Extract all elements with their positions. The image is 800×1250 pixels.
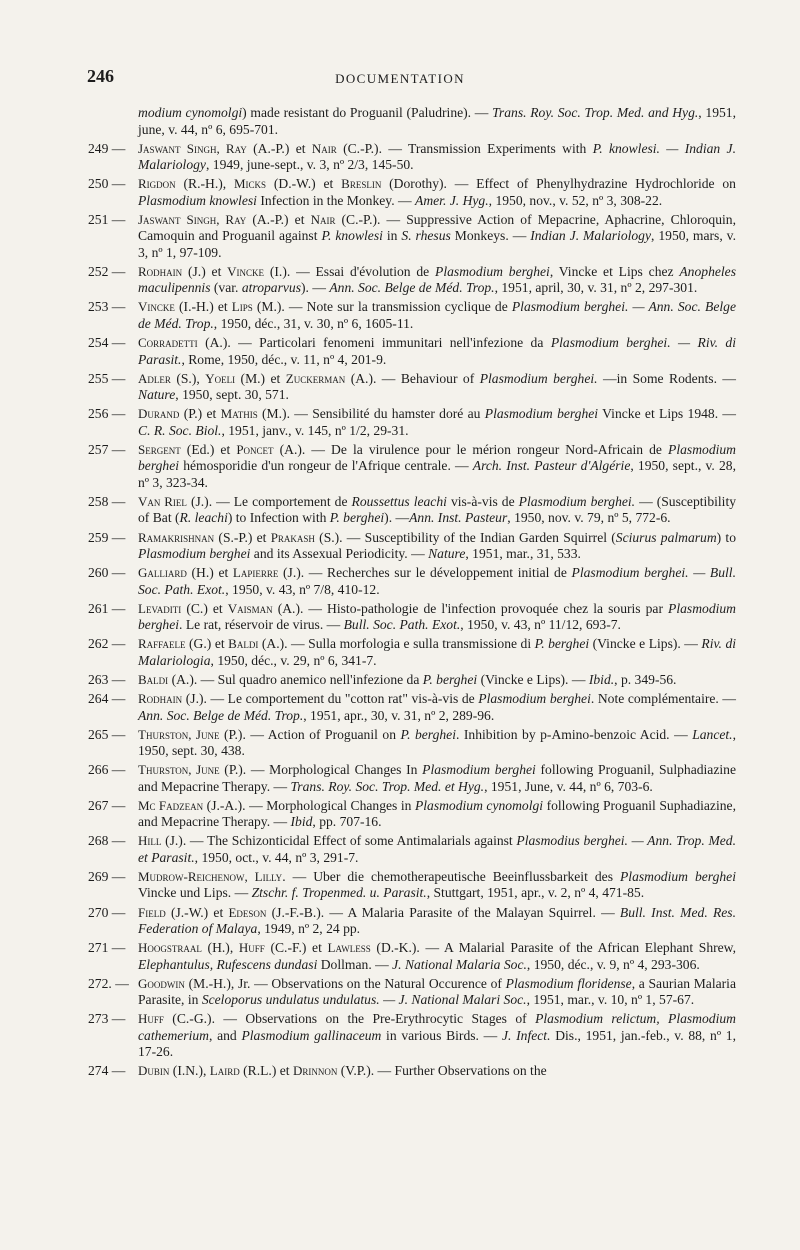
italic-text: P. knowlesi. — Indian J. Malariology [138, 140, 736, 173]
entry-text: (J.). — Le comportement du "cotton rat" vis-à-vis de [182, 691, 479, 706]
author-name: Jaswant Singh, Ray [138, 140, 247, 156]
italic-text: Ztschr. f. Tropenmed. u. Parasit. [251, 885, 427, 901]
entry-text: Infection in the Monkey. — [256, 192, 416, 208]
author-name: Nair [311, 140, 337, 156]
author-name: Poncet [236, 441, 274, 457]
italic-text: Plasmodium berghei [138, 441, 736, 474]
italic-text: Plasmodium berghei [138, 546, 251, 562]
entry-text: , 1951, June, v. 44, nº 6, 703-6. [484, 778, 653, 794]
italic-text: Nature [138, 387, 176, 403]
entry-number: 250 — [88, 176, 126, 192]
bibliography-entry [88, 940, 736, 973]
bibliography-entry [88, 976, 736, 1009]
italic-text: J. National Malaria Soc. [392, 956, 527, 972]
entry-text: (C.) et [181, 600, 228, 616]
entry-number: 269 — [88, 868, 126, 884]
italic-text: Ann. Soc. Belge de Méd. Trop. [329, 280, 495, 296]
italic-text: Anopheles maculipennis [138, 263, 737, 296]
author-name: Breslin [341, 176, 382, 192]
italic-text: Plasmodium knowlesi [138, 192, 257, 208]
italic-text: Plasmodium cynomolgi [414, 797, 544, 813]
entry-text: ) to Infection with [227, 510, 330, 526]
entry-number: 254 — [88, 335, 126, 351]
entry-text: (I.-H.) et [174, 299, 232, 315]
entry-text: , 1951, mar., 31, 533. [465, 546, 581, 562]
italic-text: P. berghei [534, 636, 590, 652]
entry-text: (V.P.). — Further Observations on the [337, 1063, 547, 1079]
author-name: Drinnon [292, 1063, 338, 1079]
entry-text: , pp. 707-16. [312, 814, 382, 830]
page-header [0, 66, 800, 90]
entry-text: (J.-F.-B.). — A Malaria Parasite of the Malayan Squirrel. — [266, 904, 620, 920]
author-name: Zuckerman [285, 370, 346, 386]
italic-text: J. Infect. [501, 1027, 551, 1043]
entry-number: 252 — [88, 263, 126, 279]
entry-text: , 1950, nov. v. 79, nº 5, 772-6. [507, 510, 671, 526]
italic-text: Plasmodium berghei [620, 868, 736, 884]
italic-text: Indian J. Malariology [530, 228, 652, 244]
italic-text: Plasmodium berghei. — Bull. Soc. Path. Exot. [138, 565, 736, 597]
author-name: Prakash [270, 529, 315, 545]
bibliography-entry [88, 905, 736, 938]
bibliography-entry [88, 530, 736, 563]
italic-text: Plasmodium berghei. — Riv. di Parasit. [138, 335, 736, 367]
author-name: Nair [310, 211, 336, 227]
entry-text: ). — [384, 510, 410, 526]
entry-text: (A.). — Particolari fenomeni immunitari nell'infezione da [197, 335, 551, 351]
entry-text: (J.). — Recherches sur le développement initial de [278, 565, 572, 581]
entry-number: 261 — [88, 600, 126, 616]
page-number: 246 [87, 66, 114, 86]
entry-text: , Rome, 1950, déc., v. 11, nº 4, 201-9. [181, 351, 387, 367]
italic-text: Sciurus palmarum [615, 529, 717, 545]
author-name: Thurston, June [138, 726, 220, 742]
italic-text: Arch. Inst. Pasteur d'Algérie [472, 458, 631, 474]
author-name: Edeson [228, 904, 267, 920]
entry-text: , 1951, april, 30, v. 31, nº 2, 297-301. [494, 280, 698, 296]
bibliography-entry [88, 212, 736, 262]
author-name: Van Riel [138, 493, 187, 509]
entry-text: (M.). — Sensibilité du hamster doré au [257, 406, 485, 422]
entry-text: , 1950, v. 43, nº 11/12, 693-7. [460, 617, 621, 633]
entry-text: (P.) et [179, 406, 221, 422]
italic-text: Nature [428, 546, 466, 562]
italic-text: Plasmodium berghei [422, 762, 536, 778]
entry-number: 264 — [88, 691, 126, 706]
italic-text: S. rhesus [401, 228, 451, 244]
italic-text: P. berghei [422, 671, 478, 687]
entry-text: (J.-A.). — Morphological Changes in [203, 797, 415, 813]
italic-text: Amer. J. Hyg. [415, 192, 489, 208]
entry-text: . Note complémentaire. — [590, 691, 736, 706]
entry-text: ). — [301, 280, 330, 296]
bibliography-entry [88, 105, 736, 138]
entry-text: , and [208, 1027, 242, 1043]
italic-text: Trans. Roy. Soc. Trop. Med. and Hyg. [492, 105, 699, 120]
entry-text: following Proguanil Suphadiazine, and Mepacrine Therapy. — [138, 797, 736, 830]
author-name: Yoeli [205, 370, 236, 386]
bibliography-entry [88, 335, 736, 368]
entry-text: Monkeys. — [450, 228, 531, 244]
author-name: Durand [138, 406, 180, 422]
entry-text: —in Some Rodents. — [597, 370, 737, 386]
entry-text: , 1950, sept., v. 28, nº 3, 323-34. [138, 458, 736, 490]
author-name: Dubin [138, 1063, 170, 1079]
entry-text: (J.). — Le comportement de [186, 493, 352, 509]
entry-text: (C.-G.). — Observations on the Pre-Erythrocytic Stages of [163, 1011, 536, 1027]
bibliography-entry [88, 762, 736, 795]
bibliography-entry [88, 727, 736, 760]
italic-text: R. leachi [179, 510, 228, 526]
entry-text: (A.-P.) et [246, 211, 311, 227]
entry-text: (J.-W.) et [165, 904, 229, 920]
author-name: Mathis [220, 406, 258, 422]
entry-text: Dollman. — [317, 956, 393, 972]
entry-text: , a Saurian Malaria Parasite, in [138, 975, 736, 1008]
author-name: Huff [238, 940, 265, 956]
bibliography-entry [88, 141, 736, 174]
bibliography-entry [88, 672, 736, 689]
italic-text: Ann. Inst. Pasteur [409, 510, 508, 526]
entry-text: , 1950, oct., v. 44, nº 3, 291-7. [194, 849, 359, 865]
italic-text: Plasmodium berghei. [518, 493, 636, 509]
entry-number: 255 — [88, 370, 126, 386]
entry-text: and its Assexual Periodicity. — [250, 546, 429, 562]
italic-text: Elephantulus, Rufescens dundasi [138, 956, 318, 972]
entry-text: , Vincke et Lips chez [549, 263, 680, 279]
entry-text: (J.) et [182, 263, 228, 279]
italic-text: Roussettus leachi [351, 493, 447, 509]
entry-text: in various Birds. — [381, 1027, 502, 1043]
entry-number: 251 — [88, 211, 126, 227]
italic-text: Lancet. [692, 726, 733, 742]
italic-text: Plasmodium berghei. [479, 370, 598, 386]
author-name: Corradetti [138, 335, 198, 351]
bibliography-entry [88, 565, 736, 598]
entry-text: (S.), [170, 370, 206, 386]
author-name: Lawless [327, 940, 371, 956]
italic-text: C. R. Soc. Biol. [138, 422, 222, 438]
italic-text: Ibid. [588, 671, 615, 687]
entry-text: (A.). — Behaviour of [345, 370, 480, 386]
entry-text: (M.-H.), Jr. — Observations on the Natural Occurence of [184, 975, 506, 991]
author-name: Field [138, 904, 166, 920]
entry-text: Dis., 1951, jan.-feb., v. 88, nº 1, 17-26. [138, 1027, 736, 1060]
italic-text: Plasmodium floridense [505, 975, 632, 991]
bibliography-entry [88, 601, 736, 634]
entry-text: (A.). — Histo-pathologie de l'infection provoquée chez la souris par [272, 600, 669, 616]
entry-text: (C.-F.) et [264, 940, 328, 956]
entry-text: , 1951, apr., 30, v. 31, nº 2, 289-96. [303, 707, 495, 723]
bibliography-entry [88, 691, 736, 724]
bibliography-entry [88, 299, 736, 332]
entry-text: (M.) et [235, 370, 286, 386]
entry-text: (R.L.) et [239, 1063, 293, 1079]
entry-text: (P.). — Action of Proguanil on [219, 726, 401, 742]
entry-text: , 1950, v. 43, nº 7/8, 410-12. [225, 581, 380, 597]
italic-text: Riv. di Malariologia [138, 636, 737, 668]
entry-text: Vincke und Lips. — [138, 885, 252, 901]
bibliography-entry [88, 264, 736, 297]
entry-text: (Dorothy). — Effect of Phenylhydrazine Hydrochloride on [381, 176, 736, 192]
entry-number: 262 — [88, 636, 126, 652]
entry-text: , 1950, déc., 31, v. 30, nº 6, 1605-11. [213, 315, 414, 331]
entry-text: , 1950, déc., v. 9, nº 4, 293-306. [526, 956, 700, 972]
entry-text: vis-à-vis de [446, 493, 519, 509]
italic-text: P. berghei [329, 510, 385, 526]
bibliography-entry [88, 1011, 736, 1061]
author-name: Rodhain [138, 691, 183, 706]
entry-text: , 1950, nov., v. 52, nº 3, 308-22. [488, 192, 663, 208]
author-name: Mudrow-Reichenow, Lilly [138, 868, 283, 884]
entry-number: 268 — [88, 833, 126, 849]
bibliography-entry [88, 1063, 736, 1080]
author-name: Galliard [138, 565, 187, 581]
running-title: DOCUMENTATION [335, 71, 465, 86]
entry-text: , 1950, sept. 30, 438. [138, 726, 736, 759]
entry-text: (S.-P.) et [214, 529, 271, 545]
italic-text: Plasmodium berghei. — Ann. Soc. Belge de Méd. Trop. [138, 299, 736, 331]
author-name: Adler [138, 370, 171, 386]
bibliography-entry [88, 442, 736, 492]
entry-text: . — Uber die chemotherapeutische Beeinflussbarkeit des [282, 868, 620, 884]
entry-text: , 1951, janv., v. 145, nº 1/2, 29-31. [221, 422, 409, 438]
entry-text: (A.-P.) et [246, 140, 312, 156]
italic-text: Bull. Soc. Path. Exot. [343, 617, 461, 633]
author-name: Baldi [138, 671, 169, 687]
italic-text: Ibid [290, 814, 313, 830]
italic-text: Sceloporus undulatus undulatus. — J. National Malari Soc. [201, 992, 527, 1008]
entry-text: , p. 349-56. [614, 671, 677, 687]
author-name: Sergent [138, 441, 181, 457]
entry-text: in [382, 228, 402, 244]
entry-text: . Inhibition by p-Amino-benzoic Acid. — [456, 726, 693, 742]
entry-text: ) made resistant do Proguanil (Paludrine). — [242, 105, 493, 120]
italic-text: Plasmodium berghei [138, 600, 736, 633]
entry-number: 266 — [88, 762, 126, 778]
entry-text: (D.-W.) et [266, 176, 342, 192]
author-name: Vincke [138, 299, 175, 315]
entry-text: (A.). — De la virulence pour le mérion rongeur Nord-Africain de [273, 441, 669, 457]
entry-number: 260 — [88, 565, 126, 581]
entry-number: 259 — [88, 529, 126, 545]
italic-text: P. knowlesi [321, 228, 383, 244]
entry-number: 274 — [88, 1063, 126, 1079]
entry-text: (Ed.) et [180, 441, 237, 457]
entry-text: (M.). — Note sur la transmission cyclique de [252, 299, 512, 315]
entry-text: (H.), [201, 940, 239, 956]
entry-number: 253 — [88, 299, 126, 315]
author-name: Mc Fadzean [138, 797, 204, 813]
author-name: Hill [138, 833, 162, 849]
entry-text: (R.-H.), [175, 176, 234, 192]
author-name: Lapierre [232, 565, 279, 581]
entry-number: 273 — [88, 1011, 126, 1027]
italic-text: Plasmodium relictum, Plasmodium cathemerium [138, 1011, 736, 1043]
author-name: Thurston, June [138, 762, 220, 778]
entry-number: 257 — [88, 441, 126, 457]
entry-number: 267 — [88, 797, 126, 813]
author-name: Huff [138, 1011, 164, 1027]
bibliography-entry [88, 371, 736, 404]
entry-number: 265 — [88, 726, 126, 742]
author-name: Ramakrishnan [138, 529, 215, 545]
entry-text: — (Susceptibility of Bat ( [138, 493, 737, 526]
italic-text: Plasmodium berghei [484, 406, 599, 422]
entry-text: (I.N.), [169, 1063, 210, 1079]
entry-number: 263 — [88, 671, 126, 687]
author-name: Vaisman [227, 600, 273, 616]
entry-text: , 1950, déc., v. 29, nº 6, 341-7. [210, 652, 377, 668]
entry-text: (D.-K.). — A Malarial Parasite of the African Elephant Shrew, [370, 940, 737, 956]
entry-text: (A.). — Sul quadro anemico nell'infezione da [168, 671, 423, 687]
italic-text: modium cynomolgi [138, 105, 243, 120]
italic-text: Plasmodium berghei [435, 263, 550, 279]
author-name: Goodwin [138, 975, 185, 991]
author-name: Laird [209, 1063, 240, 1079]
entry-text: (C.-P.). — Transmission Experiments with [336, 140, 593, 156]
author-name: Baldi [228, 636, 259, 652]
entry-text: (P.). — Morphological Changes In [219, 762, 423, 778]
bibliography-list [88, 105, 736, 1083]
entry-text: , 1950, mars, v. 3, nº 1, 97-109. [138, 228, 736, 260]
bibliography-entry [88, 833, 736, 866]
entry-text: ) to [716, 529, 737, 545]
italic-text: atroparvus [241, 280, 302, 296]
author-name: Rodhain [138, 263, 183, 279]
entry-text: , 1951, mar., v. 10, nº 1, 57-67. [526, 992, 695, 1008]
entry-text: (H.) et [186, 565, 233, 581]
entry-number: 249 — [88, 140, 126, 156]
author-name: Levaditi [138, 600, 182, 616]
bibliography-entry [88, 636, 736, 669]
entry-text: (G.) et [185, 636, 229, 652]
author-name: Jaswant Singh, Ray [138, 211, 247, 227]
entry-text: (S.). — Susceptibility of the Indian Garden Squirrel ( [314, 529, 616, 545]
italic-text: P. berghei [400, 726, 456, 742]
entry-number: 272. — [88, 975, 129, 991]
entry-text: (I.). — Essai d'évolution de [264, 263, 436, 279]
entry-text: , 1949, june-sept., v. 3, nº 2/3, 145-50. [205, 157, 414, 173]
entry-text: , Stuttgart, 1951, apr., v. 2, nº 4, 471-85. [426, 885, 645, 901]
author-name: Lips [231, 299, 253, 315]
italic-text: Bull. Inst. Med. Res. Federation of Malaya [138, 904, 736, 937]
author-name: Micks [234, 176, 267, 192]
entry-text: hémosporidie d'un rongeur de l'Afrique centrale. — [179, 458, 473, 474]
entry-text: (var. [210, 280, 242, 296]
entry-text: (J.). — The Schizonticidal Effect of some Antimalarials against [161, 833, 517, 849]
entry-number: 271 — [88, 940, 126, 956]
italic-text: Plasmodium berghei [478, 691, 591, 706]
bibliography-entry [88, 406, 736, 439]
entry-text: , 1951, june, v. 44, nº 6, 695-701. [138, 105, 736, 137]
entry-text: Vincke et Lips 1948. — [598, 406, 737, 422]
entry-text: (Vincke e Lips). — [589, 636, 702, 652]
entry-text: , 1950, sept. 30, 571. [175, 387, 289, 403]
italic-text: Plasmodius berghei. — Ann. Trop. Med. et Parasit. [138, 833, 736, 865]
entry-text: . Le rat, réservoir de virus. — [179, 617, 344, 633]
entry-text: (A.). — Sulla morfologia e sulla transmissione di [258, 636, 535, 652]
author-name: Vincke [227, 263, 265, 279]
bibliography-entry [88, 869, 736, 902]
entry-number: 270 — [88, 904, 126, 920]
author-name: Raffaele [138, 636, 186, 652]
italic-text: Trans. Roy. Soc. Trop. Med. et Hyg. [290, 778, 485, 794]
bibliography-entry [88, 176, 736, 209]
entry-number: 256 — [88, 406, 126, 422]
entry-text: (C.-P.). — Suppressive Action of Mepacrine, Aphacrine, Chloroquin, Camoquin and Proguanil against [138, 211, 736, 244]
entry-text: following Proguanil, Sulphadiazine and Mepacrine Therapy. — [138, 762, 736, 794]
author-name: Hoogstraal [138, 940, 202, 956]
italic-text: Ann. Soc. Belge de Méd. Trop. [138, 707, 304, 723]
entry-text: (Vincke e Lips). — [477, 671, 589, 687]
bibliography-entry [88, 494, 736, 527]
entry-text: , 1949, nº 2, 24 pp. [257, 921, 361, 937]
entry-number: 258 — [88, 493, 126, 509]
bibliography-entry [88, 798, 736, 831]
italic-text: Plasmodium gallinaceum [241, 1027, 382, 1043]
author-name: Rigdon [138, 176, 176, 192]
